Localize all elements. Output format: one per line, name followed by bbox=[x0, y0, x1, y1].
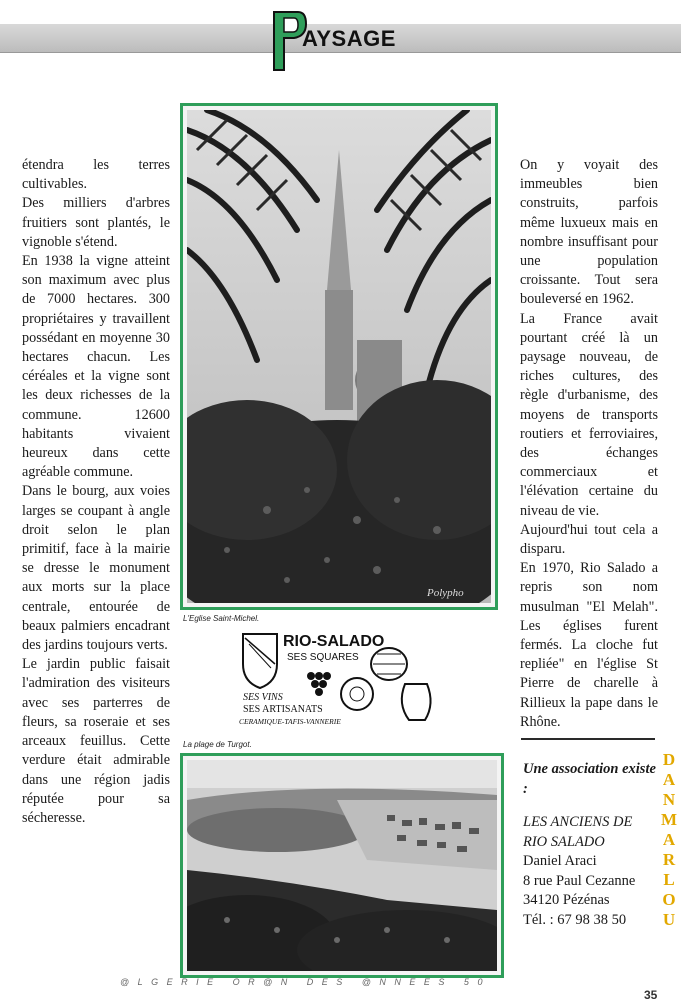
rio-salado-stamp bbox=[237, 624, 437, 729]
section-title: AYSAGE bbox=[302, 26, 396, 51]
grapes-icon bbox=[307, 672, 331, 696]
church-photo bbox=[180, 103, 498, 610]
association-name-line-2: RIO SALADO bbox=[523, 833, 605, 850]
stamp-title: RIO-SALADO bbox=[283, 633, 385, 650]
beach-photo bbox=[180, 753, 504, 978]
church-caption: L'Eglise Saint-Michel. bbox=[183, 614, 260, 623]
beach-illustration bbox=[187, 760, 497, 971]
association-heading: Une association existe : bbox=[523, 761, 656, 797]
jug-icon bbox=[402, 684, 431, 720]
contact-phone: Tél. : 67 98 38 50 bbox=[523, 911, 627, 928]
paragraph: Le jardin public faisait l'admiration des visiteurs avec ses parterres de fleurs, sa roseraie et ses arceaux feuillus. Cette verdure était admirable dans une région jadis réputée pour sa sécheresse. bbox=[22, 656, 170, 826]
page-number: 35 bbox=[644, 988, 658, 1002]
association-divider bbox=[521, 738, 655, 740]
paragraph: étendra les terres cultivables. bbox=[22, 157, 170, 193]
photo-signature: Polypho bbox=[427, 587, 464, 599]
association-name-line-1: LES ANCIENS DE bbox=[523, 814, 633, 830]
association-info bbox=[523, 760, 663, 930]
stamp-line-3: CERAMIQUE-TAFIS-VANNERIE bbox=[239, 717, 341, 726]
paragraph: Dans le bourg, aux voies larges se coupant à angle droit selon le plan primitif, face à la mairie se dresse le monument aux morts sur la place centrale, entourée de beaux palmiers encadrant des jardins toujours verts. bbox=[22, 483, 170, 654]
plate-icon bbox=[341, 678, 373, 710]
section-logo bbox=[268, 10, 418, 70]
paragraph: En 1938 la vigne atteint son maximum avec plus de 7000 hectares. 300 propriétaires y travaillent possédant en moyenne 30 hectares chacun. Les céréales et la vigne sont les deux richesses de la commune. 12600 habitants vivaient heureux dans cette agréable commune. bbox=[22, 253, 170, 481]
beach-caption: La plage de Turgot. bbox=[183, 740, 252, 749]
paragraph: On y voyait des immeubles bien construits, parfois même luxueux mais en nombre insuffisant pour une population croissante. Tout sera bouleversé en 1962. bbox=[520, 157, 658, 308]
paragraph: Des milliers d'arbres fruitiers sont plantés, le vignoble s'étend. bbox=[22, 195, 170, 250]
church-illustration bbox=[187, 110, 491, 603]
stamp-line-2: SES ARTISANATS bbox=[243, 704, 323, 715]
paragraph: Aujourd'hui tout cela a disparu. bbox=[520, 521, 658, 558]
paragraph: La France avait pourtant créé là un paysage nouveau, de riches cultures, des règle d'urbanisme, des moyens de transports routiers et ferroviaires, des échanges commerciaux et l'élévation certaine du niveau de vie. bbox=[520, 310, 658, 519]
page-footer: @LGERIE OR@N DES @NNEES 50 bbox=[120, 977, 491, 987]
side-watermark: D A N M A R L O U bbox=[660, 750, 678, 929]
left-column bbox=[22, 156, 170, 828]
contact-street: 8 rue Paul Cezanne bbox=[523, 872, 636, 889]
right-column bbox=[520, 156, 658, 732]
stamp-line-1: SES VINS bbox=[243, 692, 283, 703]
contact-name: Daniel Araci bbox=[523, 853, 597, 869]
paragraph: En 1970, Rio Salado a repris son nom musulman "El Melah". Les églises furent fermés. La cloche fut repliée" en l'église St Pierre de charelle à Rillieux la pape dans le Rhône. bbox=[520, 560, 658, 730]
stamp-illustration bbox=[237, 624, 437, 729]
stamp-subtitle: SES SQUARES bbox=[287, 652, 359, 663]
contact-city: 34120 Pézénas bbox=[523, 892, 610, 908]
